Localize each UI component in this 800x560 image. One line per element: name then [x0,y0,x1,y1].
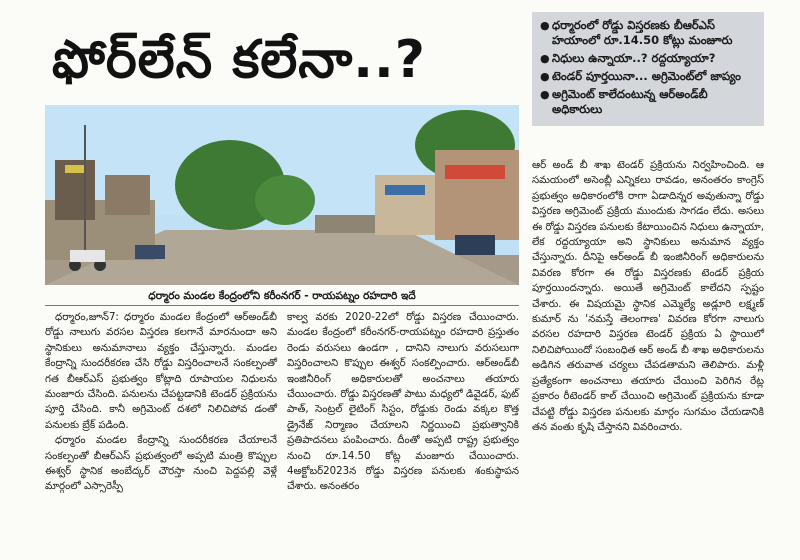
paragraph: ఆర్ అండ్ బీ శాఖ టెండర్ ప్రక్రియను నిర్వహించింది. ఆ సమయంలో అసెంబ్లీ ఎన్నికలు రావడం, అనంతరం కాంగ్రెస్ ప్రభుత్వం అధికారంలోకి రాగా ఏడాదిన్నర అవుతున్నా రోడ్డు విస్తరణ అగ్రిమెంట్ ప్రక్రియ ముందుకు సాగడం లేదు. అసలు ఈ రోడ్డు విస్తరణ పనులకు కేటాయించిన నిధులు ఉన్నాయా, లేక రద్దయ్యాయా అని స్థానికులు అనుమాన వ్యక్తం చేస్తున్నారు. దీనిపై ఆర్అండ్ బీ ఇంజినీరింగ్ అధికారులను వివరణ కోరగా ఈ రోడ్డు విస్తరణకు టెండర్ ప్రక్రియ పూర్తయిందన్నారు. అయితే అగ్రిమెంట్ కాలేదని స్పష్టం చేశారు. ఈ విషయమై స్థానిక ఎమ్మెల్యే అడ్లూరి లక్ష్మణ్ కుమార్ ను 'నమస్తే తెలంగాణ' వివరణ కోరగా నాలుగు వరసల రహదారి విస్తరణ టెండర్ ప్రక్రియ ఏ స్థాయిలో నిలిచిపోయిందో సంబంధిత ఆర్ అండ్ బీ శాఖ అధికారులను అడిగిన తరువాత చర్యలు చేపడతామని తెలిపారు. మళ్లీ ప్రత్యేకంగా అంచనాలు తయారు చేయించి పెరిగిన రేట్ల ప్రకారం రీటెండర్ కాల్ చేయించి అగ్రిమెంట్ ప్రక్రియను కూడా చేపట్టి రోడ్డు విస్తరణ పనులకు మార్గం సుగమం చేయడానికి తన వంతు కృషి చేస్తానని వివరించారు. [532,160,764,433]
article-column-1 [45,310,277,495]
bullet-icon: ● [540,70,550,83]
bullet-icon: ● [540,19,550,32]
article-column-2 [287,310,519,495]
paragraph: ధర్మారం మండల కేంద్రాన్ని సుందరీకరణ చేయాలనే సంకల్పంతో బీఆర్ఎస్ ప్రభుత్వంలో అప్పటి మంత్రి కొప్పుల ఈశ్వర్ స్థానిక అంబేద్కర్ చౌరస్తా నుంచి పెద్దపల్లి వెళ్లే మార్గంలో ఎస్సారెస్పీ [45,435,277,493]
street-scene-illustration [45,105,519,285]
highlight-item: ● అగ్రిమెంట్ కాలేదంటున్న ఆర్అండ్‌బీ అధికారులు [540,87,708,116]
photo-caption: ధర్మారం మండల కేంద్రంలోని కరీంనగర్ - రాయపట్నం రహదారి ఇదే [148,290,416,302]
bullet-icon: ● [540,52,550,65]
article-column-3 [532,158,764,435]
bullet-icon: ● [540,88,550,101]
highlight-item: ● టెండర్ పూర్తయినా... అగ్రిమెంట్‌లో జాప్యం [540,69,741,83]
highlight-item: ● నిధులు ఉన్నాయా..? రద్దయ్యాయా? [540,51,716,65]
highlight-item: ● ధర్మారంలో రోడ్డు విస్తరణకు బీఆర్ఎస్ హయాంలో రూ.14.50 కోట్లు మంజూరు [540,18,733,47]
paragraph: ధర్మారం,జూన్7: ధర్మారం మండల కేంద్రంలో ఆర్అండ్‌బీ రోడ్డు నాలుగు వరసల విస్తరణ కలగానే మారనుందా అని స్థానికులు అనుమానాలు వ్యక్తం చేస్తున్నారు. మండల కేంద్రాన్ని సుందరీకరణ చేసి రోడ్డు విస్తరించాలనే సంకల్పంతో గత బీఆర్ఎస్ ప్రభుత్వం కోట్లాది రూపాయల నిధులను మంజూరు చేసింది. పనులను చేపట్టడానికి టెండర్ ప్రక్రియను పూర్తి చేసింది. కానీ అగ్రిమెంట్ దశలో నిలిచిపోవ డంతో పనులకు బ్రేక్ పడింది. [45,312,277,431]
divider [45,305,519,306]
highlights-box [532,12,764,126]
headline: ఫోర్‌లేన్ కలేనా..? [52,30,426,90]
paragraph: కాల్వ వరకు 2020-22లో రోడ్డు విస్తరణ చేయించారు. మండల కేంద్రంలో కరీంనగర్-రాయపట్నం రహదారి ప్రస్తుతం రెండు వరుసలు ఉండగా , దానిని నాలుగు వరుసలుగా విస్తరించాలని కొప్పుల ఈశ్వర్ సంకల్పించారు. ఆర్అండ్‌బీ ఇంజినీరింగ్ అధికారులతో అంచనాలు తయారు చేయించారు. రోడ్డు విస్తరణతో పాటు మధ్యలో డివైడర్, ఫుట్ పాత్, సెంట్రల్ లైటింగ్ సిస్టం, రోడ్డుకు రెండు వక్కల కొత్త డ్రైనేజ్ నిర్మాణం చేయాలని నిర్ణయించి ప్రభుత్వానికి ప్రతిపాదనలు పంపించారు. దీంతో అప్పటి రాష్ట్ర ప్రభుత్వం నుంచి రూ.14.50 కోట్ల మంజూరు చేయించారు. 4అక్టోబర్2023న రోడ్డు విస్తరణ పనులకు శంకుస్థాపన చేశారు. అనంతరం [287,312,519,493]
street-photo [45,105,519,285]
